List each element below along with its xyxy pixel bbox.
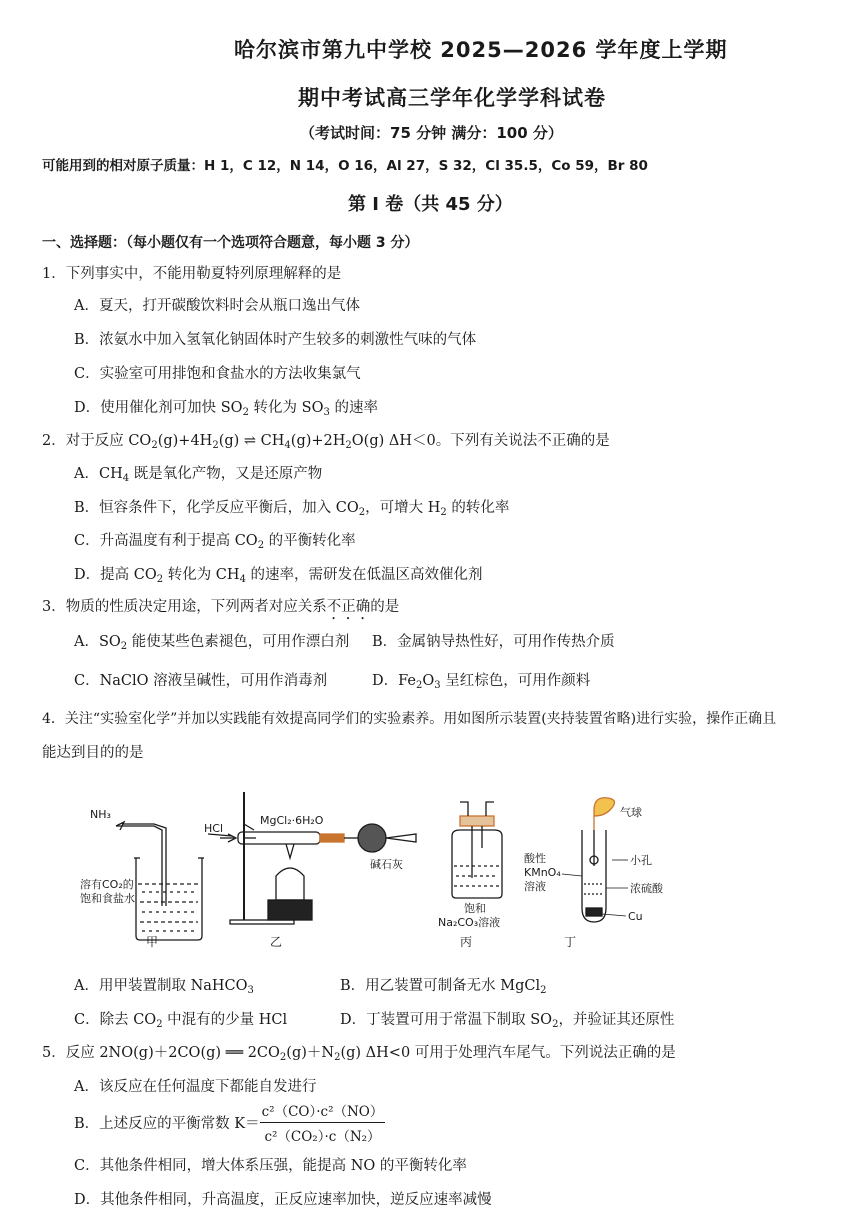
label-bing: 丙 [460, 935, 473, 949]
question-1-option-a[interactable]: A．夏天，打开碳酸饮料时会从瓶口逸出气体 [74, 298, 360, 314]
label-balloon: 气球 [620, 806, 642, 819]
exam-info: （考试时间：75 分钟 满分：100 分） [300, 124, 563, 142]
question-1-stem: 1．下列事实中，不能用勒夏特列原理解释的是 [42, 266, 342, 282]
label-beaker-1: 溶有CO₂的 [80, 878, 134, 891]
equilibrium-constant-fraction: $\frac{\text{c²（CO）·c²（NO）}}{\text{c²（CO₂）·c（N₂）}}$ [260, 1100, 386, 1145]
label-bottle-2: Na₂CO₃溶液 [438, 916, 501, 929]
label-cu: Cu [628, 910, 643, 923]
label-conc-acid: 浓硫酸 [630, 882, 663, 895]
label-beaker-2: 饱和食盐水 [80, 892, 135, 905]
exam-title-line2: 期中考试高三学年化学学科试卷 [298, 86, 606, 110]
question-5-option-d[interactable]: D．其他条件相同，升高温度，正反应速率加快，逆反应速率减慢 [74, 1192, 492, 1208]
question-5-option-c[interactable]: C．其他条件相同，增大体系压强，能提高 NO 的平衡转化率 [74, 1158, 467, 1174]
question-2-option-b[interactable]: B．恒容条件下，化学反应平衡后，加入 $CO_2$，可增大 $H_2$ 的转化率 [74, 500, 510, 518]
question-4-option-b[interactable]: B．用乙装置可制备无水 MgCl$_2$ [340, 978, 547, 996]
question-1-option-b[interactable]: B．浓氨水中加入氢氧化钠固体时产生较多的刺激性气味的气体 [74, 332, 477, 348]
apparatus-ding [582, 798, 615, 922]
label-hole: 小孔 [630, 854, 652, 867]
label-soda-lime: 碱石灰 [370, 858, 403, 871]
question-3-option-a[interactable]: A．$SO_2$ 能使某些色素褪色，可用作漂白剂 [74, 634, 350, 652]
label-yi: 乙 [270, 935, 283, 949]
question-4-option-c[interactable]: C．除去 $CO_2$ 中混有的少量 HCl [74, 1012, 288, 1030]
question-4-stem-line1: 4．关注“实验室化学”并加以实践能有效提高同学们的实验素养。用如图所示装置(夹持装置省略)进行实验，操作正确且 [42, 711, 777, 727]
label-acidic-3: 溶液 [524, 880, 546, 893]
question-2-option-c[interactable]: C．升高温度有利于提高 $CO_2$ 的平衡转化率 [74, 533, 356, 551]
question-5-stem: 5．反应 2NO(g)＋2CO(g) ══ $2CO_2(g)+N_2(g)$ ΔH<0 可用于处理汽车尾气。下列说法正确的是 [42, 1045, 676, 1063]
question-3-option-b[interactable]: B．金属钠导热性好，可用作传热介质 [372, 634, 615, 650]
volume-title: 第 I 卷（共 45 分） [348, 194, 513, 215]
label-ding: 丁 [564, 935, 577, 949]
question-2-stem: 2．对于反应 $CO_2(g)+4H_2(g)$ ⇌ $CH_4(g)+2H_2O(g)$ ΔH＜0。下列有关说法不正确的是 [42, 433, 610, 451]
exam-title-line1: 哈尔滨市第九中学校 2025—2026 学年度上学期 [234, 38, 728, 62]
label-acidic-2: KMnO₄ [524, 866, 561, 879]
emphasis-not-correct: 不正确 [326, 599, 371, 615]
question-2-option-d[interactable]: D．提高 $CO_2$ 转化为 $CH_4$ 的速率，需研发在低温区高效催化剂 [74, 567, 483, 585]
label-acidic-1: 酸性 [524, 852, 546, 865]
question-3-option-d[interactable]: D．$Fe_2O_3$ 呈红棕色，可用作颜料 [372, 673, 591, 691]
label-jia: 甲 [146, 935, 159, 949]
question-1-option-d[interactable]: D．使用催化剂可加快 $SO_2$ 转化为 $SO_3$ 的速率 [74, 400, 378, 418]
question-5-option-b[interactable]: B．上述反应的平衡常数 K＝ $\frac{\text{c²（CO）·c²（NO）}}{\text{c²（CO₂）·c（N₂）}}$ [74, 1100, 385, 1145]
section-title: 一、选择题：（每小题仅有一个选项符合题意，每小题 3 分） [42, 235, 419, 251]
question-2-option-a[interactable]: A．$CH_4$ 既是氧化产物，又是还原产物 [74, 466, 323, 484]
question-1-option-c[interactable]: C．实验室可用排饱和食盐水的方法收集氯气 [74, 366, 361, 382]
question-3-stem: 3．物质的性质决定用途，下列两者对应关系不正确的是 [42, 599, 400, 615]
label-mgcl2: MgCl₂·6H₂O [260, 814, 324, 827]
label-hcl: HCl [204, 822, 224, 835]
label-bottle-1: 饱和 [464, 902, 486, 915]
question-4-stem-line2: 能达到目的的是 [42, 745, 144, 761]
question-4-option-a[interactable]: A．用甲装置制取 NaHCO$_3$ [74, 978, 254, 996]
apparatus-bing [452, 802, 502, 898]
label-nh3: NH₃ [90, 808, 111, 821]
question-4-option-d[interactable]: D．丁装置可用于常温下制取 $SO_2$，并验证其还原性 [340, 1012, 675, 1030]
atomic-masses: 可能用到的相对原子质量：H 1，C 12，N 14，O 16，Al 27，S 32，Cl 35.5，Co 59，Br 80 [42, 158, 648, 174]
question-3-option-c[interactable]: C．NaClO 溶液呈碱性，可用作消毒剂 [74, 673, 328, 689]
apparatus-figure [80, 786, 720, 954]
question-5-option-a[interactable]: A．该反应在任何温度下都能自发进行 [74, 1079, 317, 1095]
